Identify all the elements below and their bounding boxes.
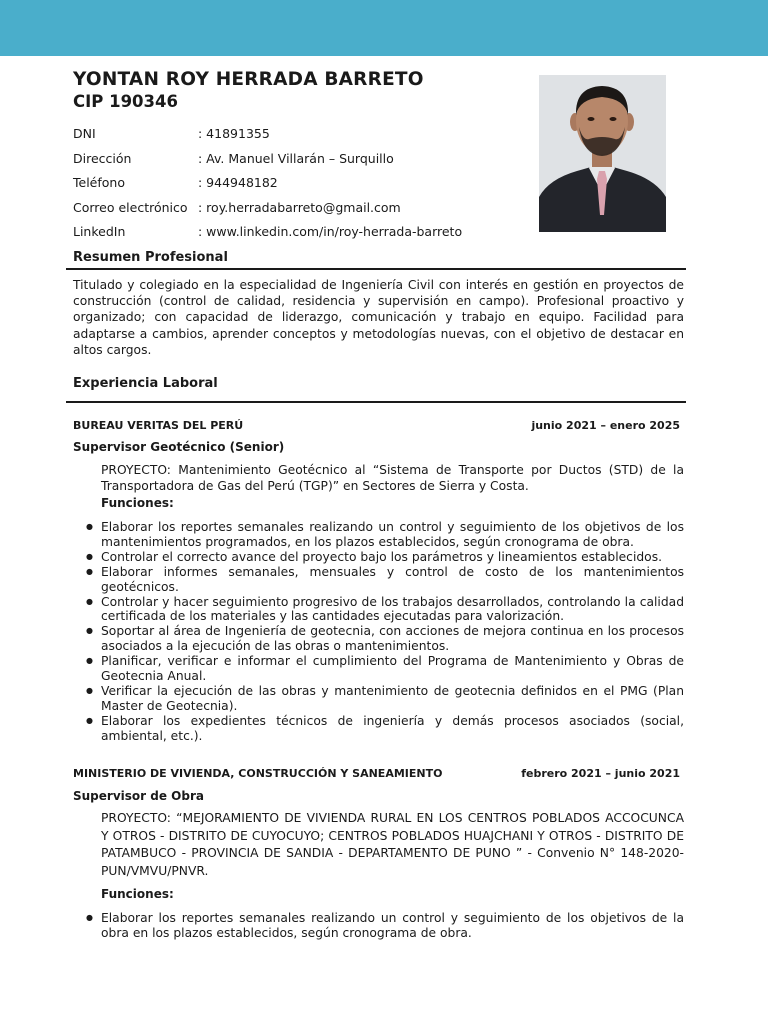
- profile-photo: [539, 75, 666, 232]
- info-label: DNI: [73, 126, 96, 141]
- list-item: ● Planificar, verificar e informar el cumplimiento del Programa de Mantenimiento y Obras de Geotecnia Anual.: [86, 654, 684, 684]
- job-project: PROYECTO: Mantenimiento Geotécnico al “Sistema de Transporte por Ductos (STD) de la Transportadora de Gas del Perú (TGP)” en Sectores de Sierra y Costa.: [101, 463, 684, 494]
- job-project: PROYECTO: “MEJORAMIENTO DE VIVIENDA RURAL EN LOS CENTROS POBLADOS ACCOCUNCA Y OTROS - DISTRITO DE CUYOCUYO; CENTROS POBLADOS HUAJCHANI Y OTROS - DISTRITO DE PATAMBUCO - PROVINCIA DE SANDIA - DEPARTAMENTO DE PUNO ” - Convenio N° 148-2020-PUN/VMVU/PNVR.: [101, 811, 684, 878]
- summary-text: Titulado y colegiado en la especialidad de Ingeniería Civil con interés en gestión en proyectos de construcción (control de calidad, residencia y supervisión en campo). Profesional proactivo y organizado; con capacidad de liderazgo, comunicación y trabajo en equipo. Facilidad para adaptarse a cambios, aprender conceptos y metodologías nuevas, con el objetivo de destacar en altos cargos.: [73, 278, 684, 357]
- list-item: ● Controlar el correcto avance del proyecto bajo los parámetros y lineamientos establecidos.: [86, 550, 684, 565]
- job-dates: junio 2021 – enero 2025: [531, 419, 680, 432]
- experience-title: Experiencia Laboral: [73, 376, 218, 391]
- info-label: Dirección: [73, 151, 132, 166]
- list-item: ● Elaborar informes semanales, mensuales y control de costo de los mantenimientos geotécnicos.: [86, 565, 684, 595]
- list-item: ● Elaborar los expedientes técnicos de ingeniería y demás procesos asociados (social, ambiental, etc.).: [86, 714, 684, 744]
- summary-title: Resumen Profesional: [73, 250, 228, 265]
- info-value: : roy.herradabarreto@gmail.com: [198, 200, 401, 215]
- info-value: : www.linkedin.com/in/roy-herrada-barreto: [198, 224, 463, 239]
- info-dni: [73, 126, 270, 144]
- job-company: BUREAU VERITAS DEL PERÚ: [73, 419, 244, 432]
- profile-photo-icon: [539, 75, 666, 232]
- info-label: LinkedIn: [73, 224, 126, 239]
- info-address: [73, 151, 394, 169]
- cip-number: CIP 190346: [73, 92, 178, 111]
- list-item: ● Elaborar los reportes semanales realizando un control y seguimiento de los objetivos de los mantenimientos programados, en los plazos establecidos, según cronograma de obra.: [86, 520, 684, 550]
- job-role: Supervisor Geotécnico (Senior): [73, 440, 285, 454]
- info-email: [73, 200, 401, 218]
- job-company: MINISTERIO DE VIVIENDA, CONSTRUCCIÓN Y SANEAMIENTO: [73, 767, 443, 780]
- info-phone: [73, 175, 278, 193]
- summary-divider: [66, 268, 686, 270]
- info-value: : Av. Manuel Villarán – Surquillo: [198, 151, 394, 166]
- list-item: ● Verificar la ejecución de las obras y mantenimiento de geotecnia definidos en el PMG (Plan Master de Geotecnia).: [86, 684, 684, 714]
- job-dates: febrero 2021 – junio 2021: [521, 767, 680, 780]
- functions-list: [86, 911, 684, 941]
- list-item: ● Controlar y hacer seguimiento progresivo de los trabajos desarrollados, controlando la calidad certificada de los materiales y las cantidades ejecutadas para valorización.: [86, 595, 684, 625]
- job-role: Supervisor de Obra: [73, 789, 204, 803]
- info-value: : 944948182: [198, 175, 278, 190]
- functions-label: Funciones:: [101, 887, 174, 901]
- info-value: : 41891355: [198, 126, 270, 141]
- header-band: [0, 0, 768, 56]
- experience-divider: [66, 401, 686, 403]
- list-item: ● Elaborar los reportes semanales realizando un control y seguimiento de los objetivos de la obra en los plazos establecidos, según cronograma de obra.: [86, 911, 684, 941]
- info-linkedin: [73, 224, 462, 242]
- info-label: Teléfono: [73, 175, 125, 190]
- list-item: ● Soportar al área de Ingeniería de geotecnia, con acciones de mejora continua en los procesos asociados a la ejecución de las obras o mantenimientos.: [86, 624, 684, 654]
- functions-list: [86, 520, 684, 744]
- info-label: Correo electrónico: [73, 200, 188, 215]
- candidate-name: YONTAN ROY HERRADA BARRETO: [73, 69, 424, 90]
- functions-label: Funciones:: [101, 496, 174, 510]
